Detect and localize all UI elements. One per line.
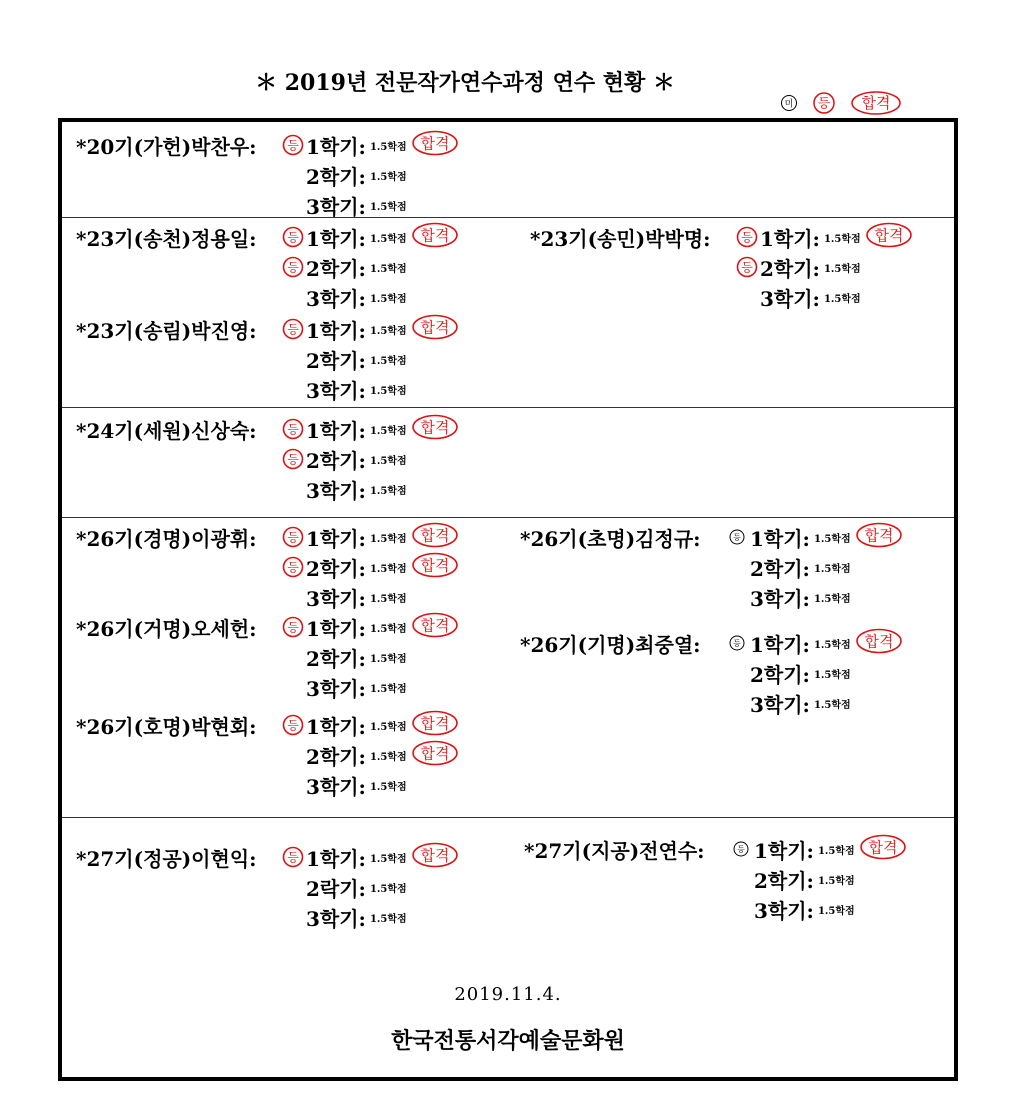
semester-row — [282, 414, 459, 444]
svg-text:등: 등 — [287, 620, 299, 635]
grade-stamp-icon — [812, 91, 836, 119]
credit-value: 1.5학점 — [369, 683, 407, 695]
grade-stamp-icon — [282, 556, 304, 578]
svg-text:등: 등 — [287, 850, 299, 865]
grade-stamp-icon — [282, 714, 304, 736]
pass-stamp-icon — [411, 612, 459, 642]
semester-label: 2락기: — [306, 876, 366, 901]
credit-value: 1.5학점 — [369, 201, 407, 213]
credit-value: 1.5학점 — [369, 623, 407, 635]
section-divider — [62, 817, 954, 818]
grade-slot — [282, 586, 304, 608]
semester-row — [736, 252, 861, 282]
semester-row — [282, 872, 407, 902]
credit-value: 1.5학점 — [369, 883, 407, 895]
semester-row — [736, 222, 913, 252]
pass-stamp-icon — [850, 90, 902, 120]
credit-value: 1.5학점 — [369, 593, 407, 605]
trainee-name: *26기(초명)김정규: — [520, 526, 701, 551]
semester-row — [282, 130, 459, 160]
semester-label: 1학기: — [306, 616, 366, 641]
semester-row — [282, 672, 407, 702]
credit-value: 1.5학점 — [369, 721, 407, 733]
grade-stamp-icon — [282, 418, 304, 440]
semester-label: 3학기: — [754, 898, 814, 923]
semester-label: 3학기: — [306, 286, 366, 311]
grade-slot — [730, 868, 752, 890]
pass-stamp-icon — [411, 740, 459, 770]
semester-row — [282, 190, 407, 220]
semester-label: 2학기: — [306, 348, 366, 373]
credit-value: 1.5학점 — [823, 293, 861, 305]
semester-label: 2학기: — [306, 556, 366, 581]
semester-label: 1학기: — [760, 226, 820, 251]
semester-row — [282, 160, 407, 190]
svg-text:합격: 합격 — [864, 526, 894, 545]
grade-seal-icon — [726, 632, 748, 654]
grade-slot — [730, 898, 752, 920]
credit-value: 1.5학점 — [369, 385, 407, 397]
grade-stamp-icon — [282, 846, 304, 868]
semester-row — [282, 740, 459, 770]
credit-value: 1.5학점 — [817, 845, 855, 857]
grade-stamp-icon — [282, 318, 304, 340]
semester-row — [726, 552, 851, 582]
semester-row — [730, 864, 855, 894]
credit-value: 1.5학점 — [817, 875, 855, 887]
grade-stamp-icon — [282, 616, 304, 638]
semester-label: 1학기: — [306, 318, 366, 343]
svg-text:등: 등 — [287, 322, 299, 337]
grade-slot — [282, 744, 304, 766]
semester-label: 2학기: — [306, 164, 366, 189]
semester-label: 2학기: — [760, 256, 820, 281]
semester-label: 1학기: — [306, 846, 366, 871]
svg-text:등: 등 — [741, 230, 753, 245]
trainee-name: *23기(송민)박박명: — [530, 226, 711, 251]
organization-name: 한국전통서각예술문화원 — [391, 1028, 625, 1054]
grade-slot — [282, 906, 304, 928]
semester-label: 1학기: — [754, 838, 814, 863]
semester-label: 3학기: — [306, 676, 366, 701]
credit-value: 1.5학점 — [813, 639, 851, 651]
svg-text:합격: 합격 — [420, 846, 450, 865]
credit-value: 1.5학점 — [369, 563, 407, 575]
svg-text:합격: 합격 — [420, 556, 450, 575]
trainee-name: *20기(가헌)박찬우: — [76, 134, 257, 159]
pass-stamp-icon — [865, 222, 913, 252]
semester-row — [282, 710, 459, 740]
svg-text:등: 등 — [287, 138, 299, 153]
credit-value: 1.5학점 — [369, 485, 407, 497]
trainee-name: *27기(정공)이현익: — [76, 846, 257, 871]
grade-slot — [726, 692, 748, 714]
svg-text:등: 등 — [287, 452, 299, 467]
grade-slot — [726, 556, 748, 578]
svg-text:합격: 합격 — [868, 838, 898, 857]
svg-text:등: 등 — [287, 718, 299, 733]
semester-row — [282, 552, 459, 582]
semester-row — [282, 642, 407, 672]
trainee-name: *26기(거명)오세헌: — [76, 616, 257, 641]
credit-value: 1.5학점 — [813, 563, 851, 575]
trainee-name: *23기(송천)정용일: — [76, 226, 257, 251]
grade-slot — [282, 164, 304, 186]
trainee-name: *23기(송림)박진영: — [76, 318, 257, 343]
trainee-name: *24기(세원)신상숙: — [76, 418, 257, 443]
grade-slot — [282, 876, 304, 898]
semester-row — [726, 658, 851, 688]
pass-stamp-icon — [411, 710, 459, 740]
page-title: ＊ 2019년 전문작가연수과정 연수 현황 ＊ — [255, 70, 675, 96]
semester-label: 1학기: — [306, 418, 366, 443]
svg-text:등: 등 — [287, 230, 299, 245]
mi-stamp-icon — [780, 94, 798, 116]
svg-text:등: 등 — [737, 845, 745, 854]
semester-row — [282, 842, 459, 872]
svg-text:등: 등 — [287, 260, 299, 275]
credit-value: 1.5학점 — [813, 669, 851, 681]
semester-label: 3학기: — [306, 586, 366, 611]
credit-value: 1.5학점 — [823, 233, 861, 245]
semester-row — [726, 582, 851, 612]
grade-slot — [726, 662, 748, 684]
grade-seal-icon — [726, 526, 748, 548]
credit-value: 1.5학점 — [813, 533, 851, 545]
pass-stamp-icon — [411, 842, 459, 872]
svg-text:합격: 합격 — [864, 632, 894, 651]
section-divider — [62, 407, 954, 408]
semester-row — [726, 688, 851, 718]
svg-text:합격: 합격 — [420, 744, 450, 763]
credit-value: 1.5학점 — [369, 751, 407, 763]
credit-value: 1.5학점 — [369, 425, 407, 437]
credit-value: 1.5학점 — [369, 263, 407, 275]
grade-stamp-icon — [282, 226, 304, 248]
credit-value: 1.5학점 — [369, 653, 407, 665]
svg-text:미: 미 — [784, 99, 794, 110]
credit-value: 1.5학점 — [369, 853, 407, 865]
grade-stamp-icon — [736, 226, 758, 248]
semester-row — [282, 770, 407, 800]
semester-row — [730, 894, 855, 924]
semester-label: 3학기: — [306, 774, 366, 799]
semester-label: 1학기: — [750, 632, 810, 657]
svg-text:합격: 합격 — [420, 318, 450, 337]
semester-label: 2학기: — [750, 662, 810, 687]
svg-text:합격: 합격 — [874, 226, 904, 245]
credit-value: 1.5학점 — [823, 263, 861, 275]
semester-row — [282, 902, 407, 932]
credit-value: 1.5학점 — [369, 293, 407, 305]
svg-text:합격: 합격 — [420, 418, 450, 437]
semester-label: 3학기: — [306, 378, 366, 403]
grade-slot — [726, 586, 748, 608]
semester-row — [282, 444, 407, 474]
grade-slot — [282, 378, 304, 400]
grade-stamp-icon — [282, 526, 304, 548]
svg-text:등: 등 — [817, 96, 831, 112]
credit-value: 1.5학점 — [369, 325, 407, 337]
semester-row — [726, 522, 903, 552]
grade-slot — [282, 348, 304, 370]
grade-slot — [282, 774, 304, 796]
credit-value: 1.5학점 — [369, 171, 407, 183]
credit-value: 1.5학점 — [369, 533, 407, 545]
pass-stamp-icon — [411, 130, 459, 160]
grade-slot — [736, 286, 758, 308]
svg-text:합격: 합격 — [420, 714, 450, 733]
semester-label: 1학기: — [306, 226, 366, 251]
semester-label: 1학기: — [306, 134, 366, 159]
semester-row — [282, 522, 459, 552]
semester-label: 2학기: — [750, 556, 810, 581]
semester-label: 3학기: — [306, 478, 366, 503]
status-table — [58, 118, 958, 1081]
semester-label: 2학기: — [306, 448, 366, 473]
grade-stamp-icon — [282, 134, 304, 156]
pass-stamp-icon — [855, 522, 903, 552]
credit-value: 1.5학점 — [817, 905, 855, 917]
grade-slot — [282, 646, 304, 668]
grade-slot — [282, 286, 304, 308]
credit-value: 1.5학점 — [369, 233, 407, 245]
semester-row — [282, 282, 407, 312]
svg-text:합격: 합격 — [420, 226, 450, 245]
grade-stamp-icon — [282, 256, 304, 278]
semester-row — [282, 222, 459, 252]
svg-text:합격: 합격 — [420, 616, 450, 635]
semester-label: 1학기: — [306, 526, 366, 551]
grade-slot — [282, 478, 304, 500]
semester-row — [282, 374, 407, 404]
svg-text:등: 등 — [741, 260, 753, 275]
grade-stamp-icon — [282, 448, 304, 470]
semester-label: 1학기: — [306, 714, 366, 739]
credit-value: 1.5학점 — [813, 593, 851, 605]
svg-text:등: 등 — [287, 530, 299, 545]
semester-label: 3학기: — [750, 586, 810, 611]
svg-text:합격: 합격 — [420, 134, 450, 153]
credit-value: 1.5학점 — [813, 699, 851, 711]
svg-text:합격: 합격 — [861, 94, 891, 112]
grade-seal-icon — [730, 838, 752, 860]
semester-label: 2학기: — [754, 868, 814, 893]
svg-text:등: 등 — [287, 422, 299, 437]
semester-label: 3학기: — [750, 692, 810, 717]
stamp-legend — [780, 90, 902, 120]
grade-slot — [282, 194, 304, 216]
grade-slot — [282, 676, 304, 698]
semester-row — [282, 344, 407, 374]
grade-stamp-icon — [736, 256, 758, 278]
pass-stamp-icon — [411, 522, 459, 552]
credit-value: 1.5학점 — [369, 355, 407, 367]
semester-label: 3학기: — [760, 286, 820, 311]
svg-text:합격: 합격 — [420, 526, 450, 545]
svg-text:등: 등 — [733, 533, 741, 542]
credit-value: 1.5학점 — [369, 455, 407, 467]
semester-row — [726, 628, 903, 658]
trainee-name: *27기(지공)전연수: — [524, 838, 705, 863]
semester-label: 2학기: — [306, 646, 366, 671]
pass-stamp-icon — [411, 222, 459, 252]
pass-stamp-icon — [411, 552, 459, 582]
credit-value: 1.5학점 — [369, 781, 407, 793]
semester-row — [730, 834, 907, 864]
semester-row — [736, 282, 861, 312]
semester-label: 3학기: — [306, 906, 366, 931]
trainee-name: *26기(경명)이광휘: — [76, 526, 257, 551]
semester-label: 2학기: — [306, 744, 366, 769]
semester-label: 2학기: — [306, 256, 366, 281]
semester-row — [282, 252, 407, 282]
section-divider — [62, 217, 954, 218]
semester-row — [282, 582, 407, 612]
pass-stamp-icon — [859, 834, 907, 864]
pass-stamp-icon — [855, 628, 903, 658]
svg-text:등: 등 — [733, 639, 741, 648]
trainee-name: *26기(기명)최중열: — [520, 632, 701, 657]
trainee-name: *26기(호명)박현회: — [76, 714, 257, 739]
semester-label: 1학기: — [750, 526, 810, 551]
svg-text:등: 등 — [287, 560, 299, 575]
semester-row — [282, 474, 407, 504]
credit-value: 1.5학점 — [369, 913, 407, 925]
semester-row — [282, 612, 459, 642]
semester-label: 3학기: — [306, 194, 366, 219]
section-divider — [62, 517, 954, 518]
semester-row — [282, 314, 459, 344]
pass-stamp-icon — [411, 314, 459, 344]
credit-value: 1.5학점 — [369, 141, 407, 153]
pass-stamp-icon — [411, 414, 459, 444]
issue-date: 2019.11.4. — [454, 984, 562, 1005]
